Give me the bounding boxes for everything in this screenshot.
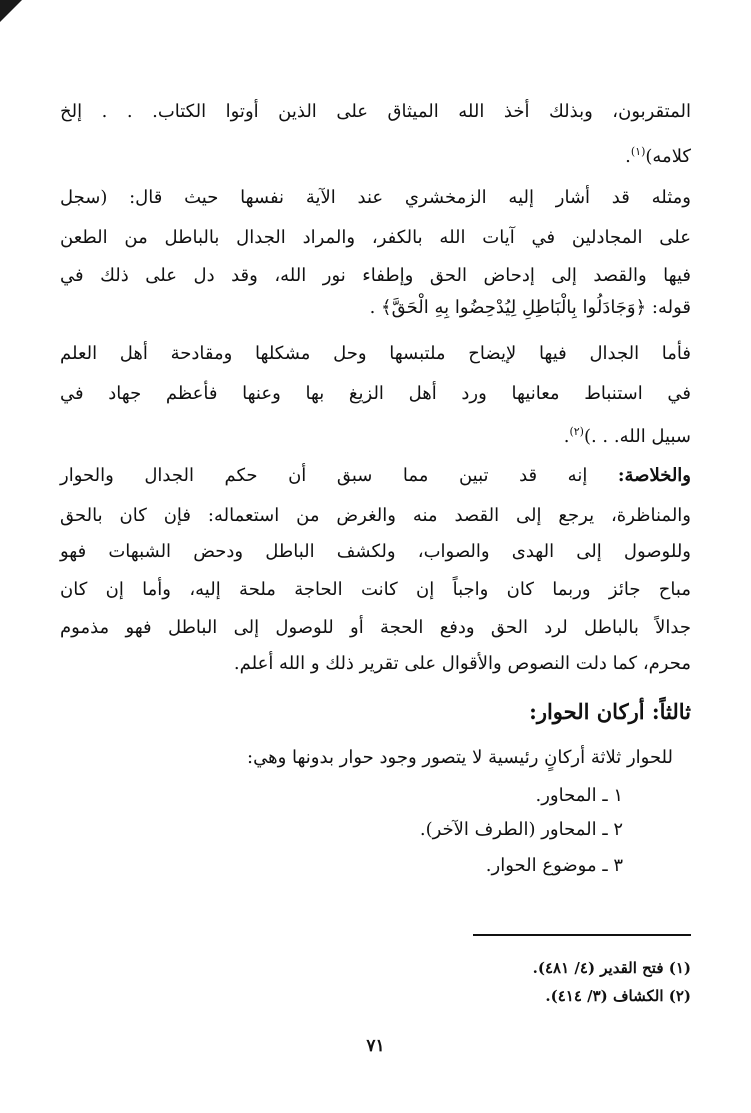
- section-heading: ثالثاً: أركان الحوار:: [529, 699, 691, 724]
- footnote-2: (٢) الكشاف (٣/ ٤١٤).: [545, 987, 691, 1005]
- para3-line2: في استنباط معانيها ورد أهل الزيغ بها وعنها فأعظم جهاد في: [60, 383, 691, 404]
- para2-line4-quran-verse: قوله: ﴿وَجَادَلُوا بِالْبَاطِلِ لِيُدْحِضُوا بِهِ الْحَقَّ﴾ .: [369, 297, 691, 318]
- para2-line1: ومثله قد أشار إليه الزمخشري عند الآية نفسها حيث قال: (سجل: [60, 187, 691, 208]
- para4-line3: وللوصول إلى الهدى والصواب، ولكشف الباطل ودحض الشبهات فهو: [60, 541, 691, 562]
- page-number: ٧١: [366, 1036, 385, 1056]
- para4-line1: [60, 464, 691, 488]
- list-item: ١ ـ المحاور.: [535, 785, 623, 806]
- list-item: ٣ ـ موضوع الحوار.: [485, 855, 623, 876]
- para3-line3: [60, 420, 691, 449]
- para1-line2-text: كلامه): [645, 146, 691, 167]
- footnote-separator: [473, 934, 691, 936]
- para2-line2: على المجادلين في آيات الله بالكفر، والمراد الجدال بالباطل من الطعن: [60, 227, 691, 248]
- book-page: [60, 0, 691, 1113]
- para2-line3: فيها والقصد إلى إدحاض الحق وإطفاء نور الله، وقد دل على ذلك في: [60, 265, 691, 286]
- para1-line2: [60, 140, 691, 169]
- footnote-ref-1: (١): [630, 145, 646, 158]
- summary-lead: والخلاصة:: [617, 465, 691, 486]
- para3-line3-end: .: [563, 426, 570, 447]
- para3-line3-text: سبيل الله. . .): [583, 426, 691, 447]
- para4-line4: مباح جائز وربما كان واجباً إن كانت الحاجة ملحة إليه، وأما إن كان: [60, 579, 691, 600]
- footnote-1: (١) فتح القدير (٤/ ٤٨١).: [532, 959, 691, 977]
- para1-line1: المتقربون، وبذلك أخذ الله الميثاق على الذين أوتوا الكتاب. . . إلخ: [60, 101, 691, 122]
- section-intro: للحوار ثلاثة أركانٍ رئيسية لا يتصور وجود حوار بدونها وهي:: [247, 747, 673, 768]
- page-corner-mark: [0, 0, 22, 22]
- para1-line2-end: .: [625, 146, 631, 167]
- para4-line2: والمناظرة، يرجع إلى القصد منه والغرض من استعماله: فإن كان بالحق: [60, 505, 691, 526]
- para4-line5: جدالاً بالباطل لرد الحق ودفع الحجة أو للوصول إلى الباطل فهو مذموم: [60, 617, 691, 638]
- para3-line1: فأما الجدال فيها لإيضاح ملتبسها وحل مشكلها ومقادحة أهل العلم: [60, 343, 691, 364]
- list-item: ٢ ـ المحاور (الطرف الآخر).: [419, 819, 623, 840]
- footnote-ref-2: (٢): [569, 425, 584, 438]
- para4-line1-rest: إنه قد تبين مما سبق أن حكم الجدال والحوار: [60, 465, 618, 486]
- para4-line6: محرم، كما دلت النصوص والأقوال على تقرير ذلك و الله أعلم.: [233, 653, 691, 674]
